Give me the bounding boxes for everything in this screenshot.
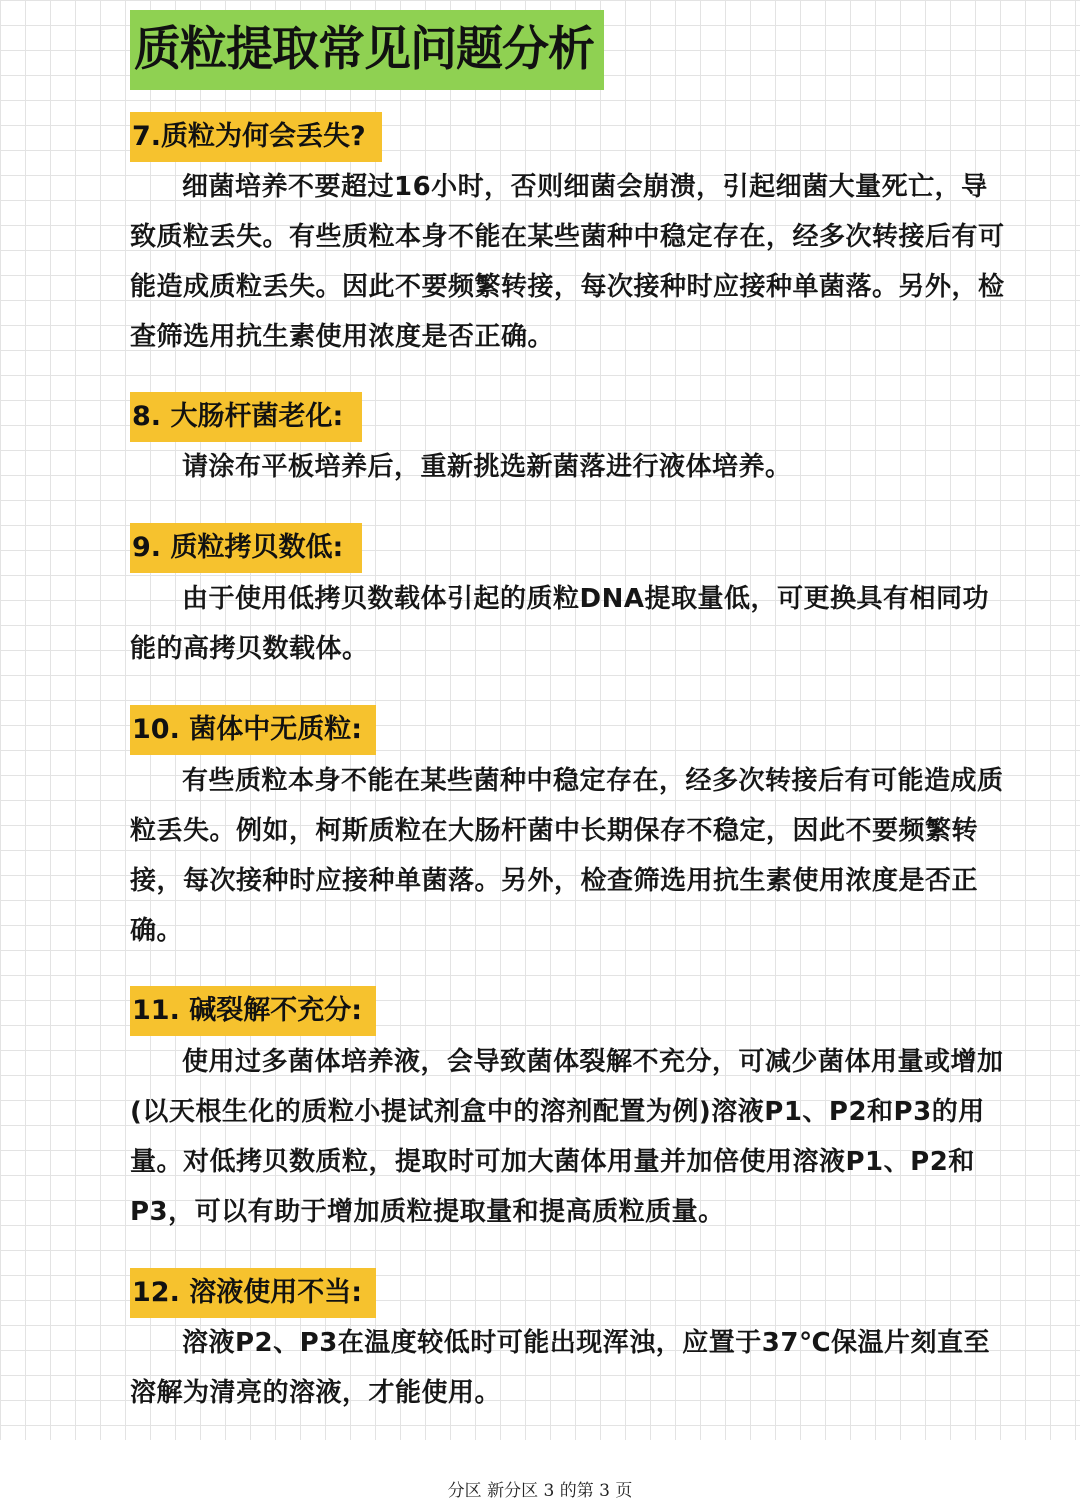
section-body-12: 溶液P2、P3在温度较低时可能出现浑浊，应置于37℃保温片刻直至溶解为清亮的溶液，才能使用。 — [130, 1328, 990, 1408]
section-body-9: 由于使用低拷贝数载体引起的质粒DNA提取量低，可更换具有相同功能的高拷贝数载体。 — [130, 584, 989, 664]
section-heading-9: 9. 质粒拷贝数低: — [130, 523, 362, 573]
section-body-10: 有些质粒本身不能在某些菌种中稳定存在，经多次转接后有可能造成质粒丢失。例如，柯斯质粒在大肠杆菌中长期保存不稳定，因此不要频繁转接，每次接种时应接种单菌落。另外，检查筛选用抗生素使用浓度是否正确。 — [130, 766, 1004, 946]
section-body-11: 使用过多菌体培养液，会导致菌体裂解不充分，可减少菌体用量或增加(以天根生化的质粒小提试剂盒中的溶剂配置为例)溶液P1、P2和P3的用量。对低拷贝数质粒，提取时可加大菌体用量并加倍使用溶液P1、P2和P3，可以有助于增加质粒提取量和提高质粒质量。 — [130, 1047, 1004, 1227]
page-number-label: 分区 新分区 3 的第 3 页 — [447, 1481, 633, 1501]
section-heading-7: 7.质粒为何会丢失? — [130, 112, 382, 162]
section-heading-11: 11. 碱裂解不充分: — [130, 986, 376, 1036]
page-title: 质粒提取常见问题分析 — [134, 22, 594, 77]
section-body-7: 细菌培养不要超过16小时，否则细菌会崩溃，引起细菌大量死亡，导致质粒丢失。有些质粒本身不能在某些菌种中稳定存在，经多次转接后有可能造成质粒丢失。因此不要频繁转接，每次接种时应接种单菌落。另外，检查筛选用抗生素使用浓度是否正确。 — [130, 172, 1005, 352]
section-heading-12: 12. 溶液使用不当: — [130, 1268, 376, 1318]
section-heading-8: 8. 大肠杆菌老化: — [130, 392, 362, 442]
section-body-8: 请涂布平板培养后，重新挑选新菌落进行液体培养。 — [182, 452, 792, 482]
section-heading-10: 10. 菌体中无质粒: — [130, 705, 376, 755]
